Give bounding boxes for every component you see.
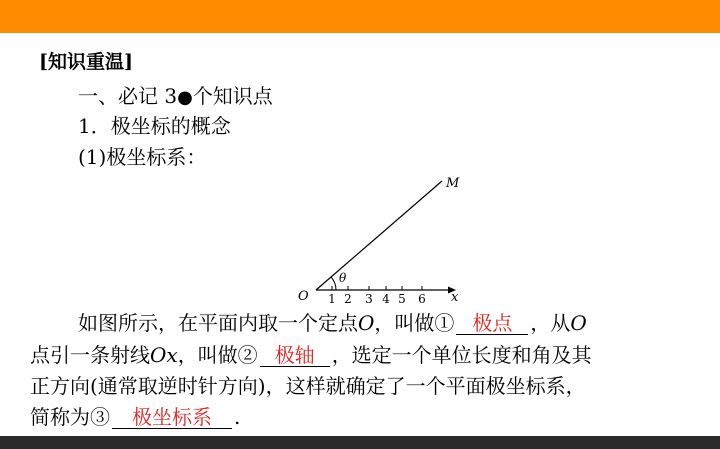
- ray-ox: Ox: [150, 343, 178, 367]
- line4-text-b: .: [234, 405, 241, 429]
- answer-blank-2: 极轴: [260, 344, 330, 367]
- tick-label-1: 1: [328, 292, 336, 306]
- polar-diagram: [290, 170, 470, 310]
- line2-text-b: ，叫做②: [177, 343, 258, 367]
- answer-blank-1: 极点: [456, 312, 528, 335]
- tick-label-4: 4: [382, 292, 390, 306]
- line2-text-c: ，选定一个单位长度和角及其: [331, 343, 592, 367]
- tick-label-6: 6: [418, 292, 426, 306]
- line1-text-b: ，叫做①: [374, 311, 455, 335]
- subheading-prefix: 一、必记 3: [78, 84, 178, 108]
- line2-text-a: 点引一条射线: [30, 343, 150, 367]
- tick-marks: [332, 286, 422, 290]
- paragraph-line-4: [30, 405, 240, 429]
- paragraph-line-3: 正方向(通常取逆时针方向)，这样就确定了一个平面极坐标系，: [30, 374, 586, 398]
- ray-end-label: M: [446, 176, 460, 191]
- subheading: [78, 84, 273, 110]
- tick-label-3: 3: [365, 292, 373, 306]
- bottom-bar: [0, 436, 720, 449]
- tick-label-5: 5: [398, 292, 406, 306]
- angle-label: θ: [339, 271, 347, 285]
- bullet-icon: ●: [177, 87, 193, 108]
- line1-text-c: ，从: [530, 311, 571, 335]
- axis-x-label: x: [451, 290, 459, 305]
- concept-title: 1．极坐标的概念: [78, 114, 231, 138]
- section-header: [知识重温]: [39, 51, 133, 73]
- paragraph-line-1: [78, 311, 587, 335]
- line4-text-a: 简称为③: [30, 405, 110, 429]
- point-o-2: O: [570, 311, 587, 335]
- origin-label: O: [298, 289, 309, 304]
- tick-label-2: 2: [344, 292, 352, 306]
- answer-blank-3: 极坐标系: [112, 406, 232, 429]
- subheading-suffix: 个知识点: [192, 84, 273, 108]
- line1-text-a: 如图所示，在平面内取一个定点: [78, 311, 358, 335]
- coordinate-system-label: (1)极坐标系：: [78, 145, 207, 169]
- paragraph-line-2: [30, 343, 592, 367]
- ray-om: [316, 181, 442, 290]
- point-o: O: [358, 311, 375, 335]
- top-banner: [0, 0, 720, 33]
